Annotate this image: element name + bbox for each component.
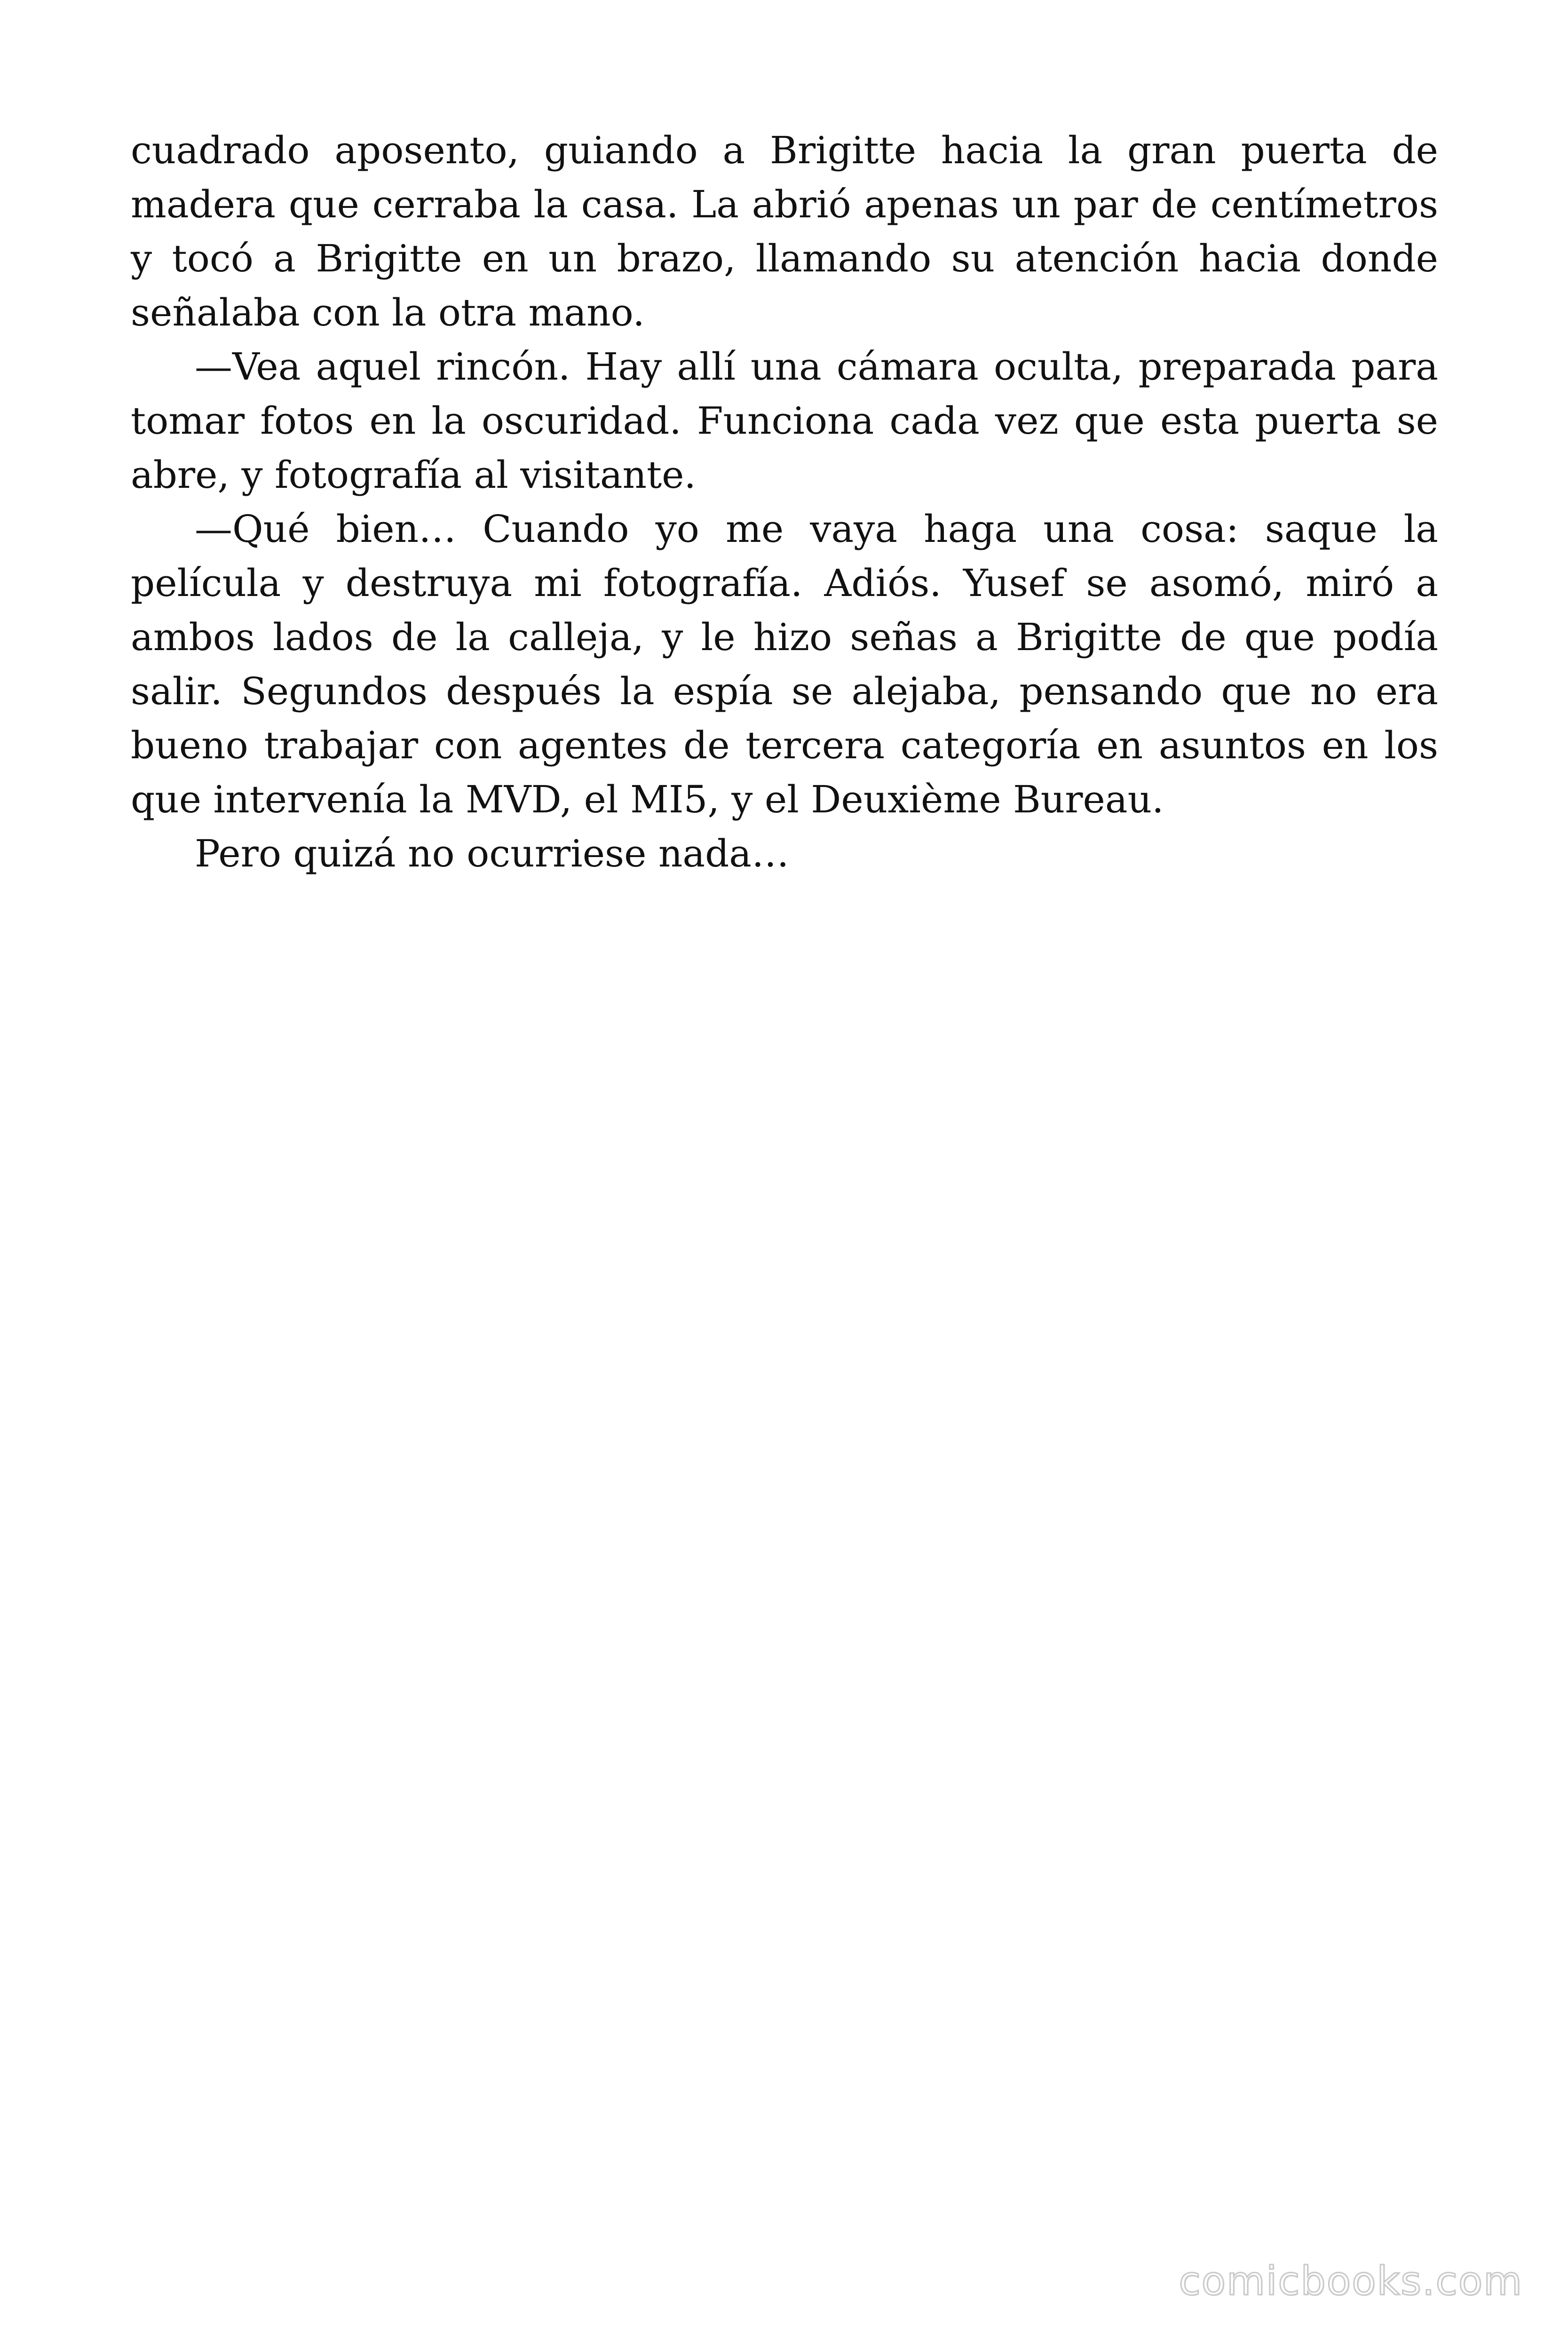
paragraph-2: —Vea aquel rincón. Hay allí una cámara oculta, preparada para tomar fotos en la oscuridad. Funciona cada vez que esta puerta se abre, y fotografía al visitante. — [131, 345, 1438, 497]
paragraph-3: —Qué bien… Cuando yo me vaya haga una cosa: saque la película y destruya mi fotografía. Adiós. Yusef se asomó, miró a ambos lados de la calleja, y le hizo señas a Brigitte de que podía salir. Segundos después la espía se alejaba, pensando que no era bueno trabajar con agentes de tercera categoría en asuntos en los que intervenía la MVD, el MI5, y el Deuxième Bureau. — [131, 507, 1438, 821]
body-text — [131, 123, 1438, 881]
paragraph-1: cuadrado aposento, guiando a Brigitte hacia la gran puerta de madera que cerraba la casa. La abrió apenas un par de centímetros y tocó a Brigitte en un brazo, llamando su atención hacia donde señalaba con la otra mano. — [131, 128, 1438, 334]
paragraph-4: Pero quizá no ocurriese nada… — [195, 832, 789, 875]
watermark-logo: comicbooks.com — [1179, 2258, 1523, 2304]
